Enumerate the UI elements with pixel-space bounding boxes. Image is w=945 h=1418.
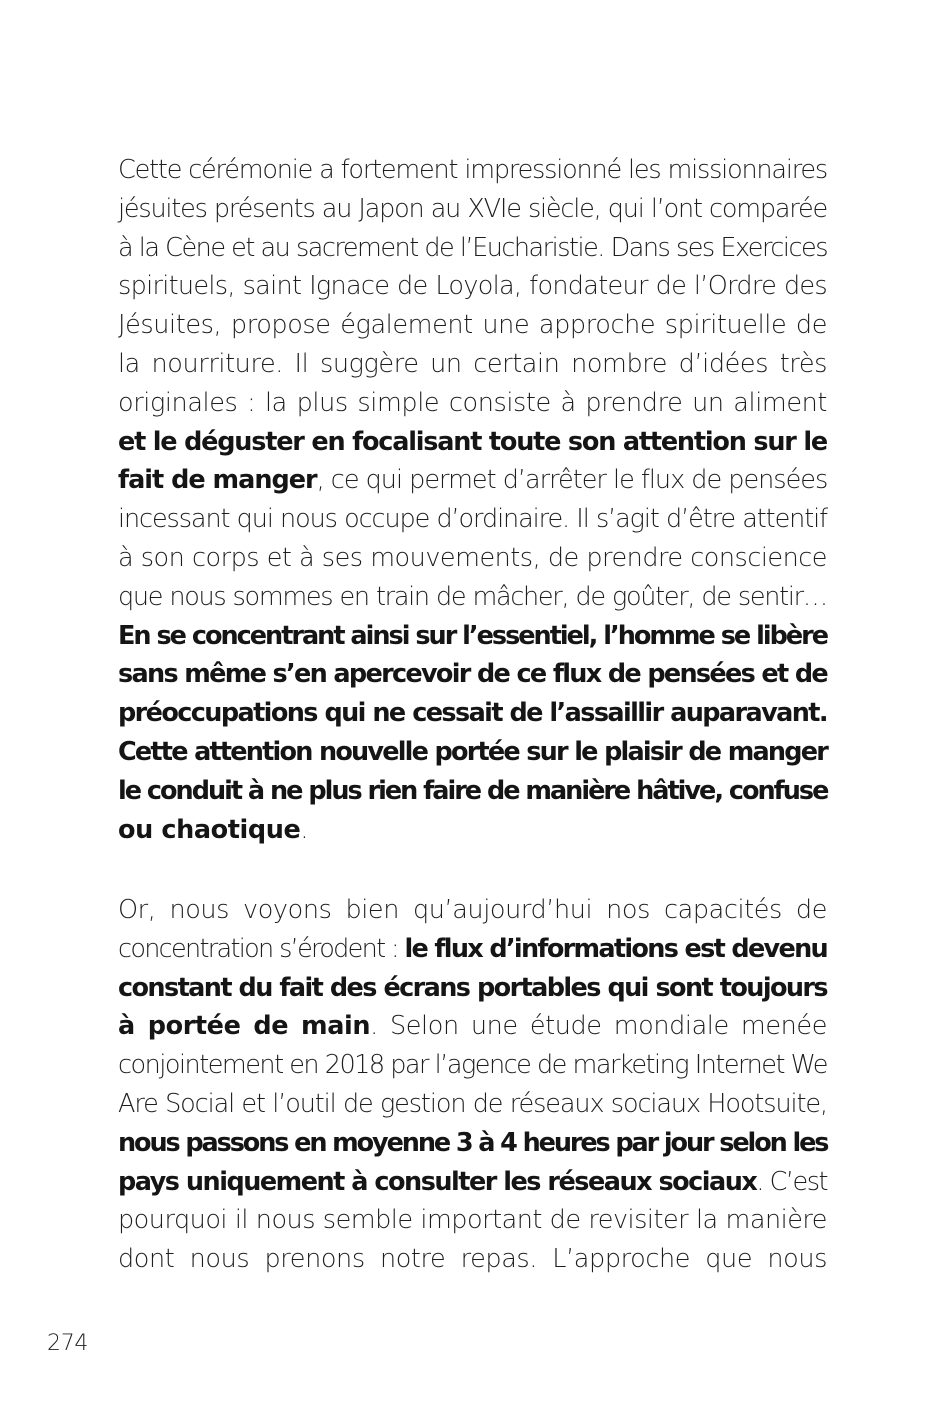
- bold-text-segment: Cette attention nouvelle portée sur le plaisir de manger: [118, 736, 827, 767]
- text-line: [118, 1007, 827, 1046]
- text-line: [118, 190, 827, 229]
- text-segment: à la Cène et au sacrement de l’Eucharistie. Dans ses Exercices: [118, 232, 827, 263]
- text-segment: Are Social et l’outil de gestion de réseaux sociaux Hootsuite,: [118, 1088, 827, 1119]
- bold-text-segment: constant du fait des écrans portables qui sont toujours: [118, 972, 827, 1003]
- text-line: [118, 229, 827, 268]
- bold-text-segment: le flux d’informations est devenu: [404, 933, 827, 964]
- text-line: [118, 1085, 827, 1124]
- text-line: [118, 1240, 827, 1279]
- text-segment: spirituels, saint Ignace de Loyola, fondateur de l’Ordre des: [118, 271, 827, 302]
- text-line: [118, 1201, 827, 1240]
- text-line: [118, 930, 827, 969]
- text-segment: Or, nous voyons bien qu’aujourd’hui nos capacités de: [118, 895, 827, 925]
- page-number: 274: [47, 1331, 89, 1356]
- bold-text-segment: le conduit à ne plus rien faire de manière hâtive, confuse: [118, 775, 828, 806]
- text-line: [118, 539, 827, 578]
- bold-text-segment: ou chaotique: [118, 814, 301, 845]
- bold-text-segment: pays uniquement à consulter les réseaux sociaux: [118, 1166, 757, 1197]
- text-segment: . C’est: [756, 1166, 827, 1197]
- text-segment: . Selon une étude mondiale menée: [370, 1011, 827, 1042]
- text-line: [118, 306, 827, 345]
- paragraph-2: [118, 891, 827, 1279]
- bold-text-segment: sans même s’en apercevoir de ce flux de pensées et de: [118, 659, 827, 690]
- text-line: [118, 151, 827, 190]
- text-segment: dont nous prenons notre repas. L’approche que nous: [118, 1244, 827, 1275]
- text-line: [118, 461, 827, 500]
- text-line: [118, 655, 827, 694]
- bold-text-segment: à portée de main: [118, 1011, 371, 1042]
- text-segment: la nourriture. Il suggère un certain nombre d’idées très: [118, 348, 827, 379]
- text-line: [118, 1163, 827, 1202]
- text-line: [118, 617, 827, 656]
- text-line: [118, 578, 827, 617]
- text-segment: à son corps et à ses mouvements, de prendre conscience: [118, 542, 827, 573]
- bold-text-segment: nous passons en moyenne 3 à 4 heures par jour selon les: [118, 1127, 828, 1158]
- text-segment: incessant qui nous occupe d’ordinaire. Il s’agit d’être attentif: [118, 504, 827, 535]
- text-line: [118, 1124, 827, 1163]
- text-segment: que nous sommes en train de mâcher, de goûter, de sentir…: [118, 581, 827, 612]
- text-line: [118, 694, 827, 733]
- text-segment: conjointement en 2018 par l’agence de marketing Internet We: [118, 1050, 827, 1081]
- bold-text-segment: et le déguster en focalisant toute son attention sur le: [118, 426, 827, 457]
- bold-text-segment: En se concentrant ainsi sur l’essentiel, l’homme se libère: [118, 620, 827, 651]
- text-line: [118, 267, 827, 306]
- text-line: [118, 1046, 827, 1085]
- text-line: [118, 500, 827, 539]
- text-line: [118, 733, 827, 772]
- text-line: [118, 811, 827, 850]
- text-line: [118, 772, 827, 811]
- text-segment: concentration s’érodent :: [118, 933, 405, 964]
- text-segment: , ce qui permet d’arrêter le flux de pensées: [316, 465, 828, 496]
- text-line: [118, 423, 827, 462]
- text-segment: Cette cérémonie a fortement impressionné les missionnaires: [118, 155, 827, 185]
- text-segment: jésuites présents au Japon au XVIe siècle, qui l’ont comparée: [118, 193, 827, 224]
- text-line: [118, 969, 827, 1008]
- text-segment: pourquoi il nous semble important de revisiter la manière: [118, 1205, 827, 1236]
- text-line: [118, 345, 827, 384]
- text-line: [118, 891, 827, 930]
- paragraph-1: [118, 151, 827, 849]
- bold-text-segment: préoccupations qui ne cessait de l’assaillir auparavant.: [118, 698, 827, 729]
- text-segment: originales : la plus simple consiste à prendre un aliment: [118, 387, 827, 418]
- bold-text-segment: fait de manger: [118, 465, 317, 496]
- text-line: [118, 384, 827, 423]
- text-segment: Jésuites, propose également une approche spirituelle de: [118, 310, 827, 341]
- text-segment: .: [300, 814, 309, 845]
